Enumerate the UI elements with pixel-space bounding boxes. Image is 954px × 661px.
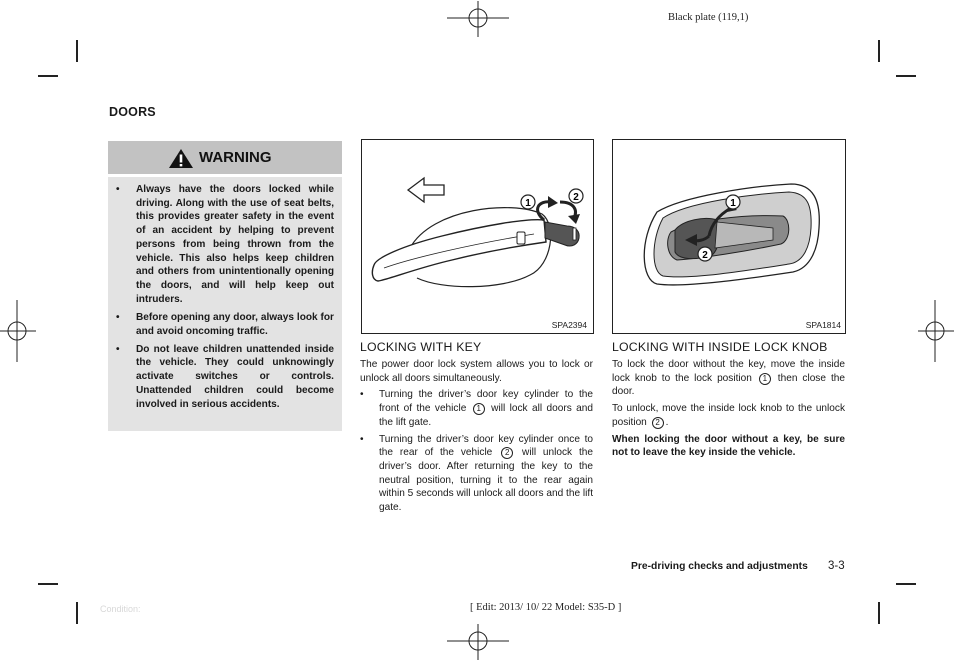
crop-mark: [878, 602, 880, 624]
bullet-text: will lock all doors and the lift gate.: [379, 403, 593, 428]
locking-key-bullet: [360, 388, 593, 429]
crop-mark: [76, 602, 78, 624]
door-handle-key-illustration: [362, 140, 593, 333]
callout-ref: 1: [473, 403, 485, 415]
bullet-text: Turning the driver’s door key cylinder to the front of the vehicle: [379, 389, 593, 415]
locking-knob-text: [612, 358, 845, 463]
crop-mark: [38, 583, 58, 585]
warning-item: • Do not leave children unattended inside the vehicle. They could unknowingly activate switches or controls. Unattended children could become involved in serious accidents.: [116, 343, 334, 412]
callout-ref: 2: [652, 417, 664, 429]
paragraph-text: To lock the door without the key, move the inside lock knob to the lock position: [612, 359, 845, 384]
heading-locking-with-knob: LOCKING WITH INSIDE LOCK KNOB: [612, 340, 828, 354]
condition-label: Condition:: [100, 604, 141, 614]
edit-info: [ Edit: 2013/ 10/ 22 Model: S35-D ]: [470, 602, 622, 613]
crop-mark: [896, 75, 916, 77]
warning-title: WARNING: [199, 149, 272, 166]
locking-knob-paragraph: [612, 358, 845, 399]
crop-mark: [878, 40, 880, 62]
registration-mark-top: [447, 1, 509, 37]
crop-mark: [38, 75, 58, 77]
figure-door-key: [361, 139, 594, 334]
figure-code: SPA1814: [805, 320, 841, 330]
heading-locking-with-key: LOCKING WITH KEY: [360, 340, 482, 354]
bullet-text: will unlock the driver’s door. After returning the key to the neutral position, turning it to the rear again within 5 seconds will unlock all doors and the lift gate.: [379, 447, 593, 514]
section-title: DOORS: [109, 105, 156, 119]
locking-key-bullet: [360, 433, 593, 515]
callout-2: 2: [573, 192, 579, 203]
warning-item: • Before opening any door, always look for and avoid oncoming traffic.: [116, 311, 334, 338]
lock-knob-illustration: [613, 140, 845, 333]
callout-ref: 1: [759, 373, 771, 385]
registration-mark-bottom: [447, 624, 509, 660]
callout-1: 1: [730, 198, 736, 209]
figure-code: SPA2394: [551, 320, 587, 330]
warning-triangle-icon: [168, 148, 194, 169]
paragraph-text: .: [665, 416, 669, 428]
callout-1: 1: [525, 198, 531, 209]
crop-mark: [76, 40, 78, 62]
warning-list: [116, 183, 334, 416]
locking-key-text: [360, 358, 593, 518]
locking-key-list: [360, 388, 593, 514]
registration-mark-left: [0, 300, 36, 362]
callout-ref: 2: [501, 447, 513, 459]
plate-label: Black plate (119,1): [668, 12, 749, 23]
paragraph-text: then close the door.: [612, 372, 845, 398]
registration-mark-right: [918, 300, 954, 362]
locking-key-intro: The power door lock system allows you to lock or unlock all doors simultaneously.: [360, 359, 593, 384]
bullet-text: Turning the driver’s door key cylinder once to the rear of the vehicle: [379, 433, 593, 459]
warning-header: [108, 141, 342, 177]
callout-2: 2: [702, 250, 708, 261]
paragraph-text: To unlock, move the inside lock knob to the unlock position: [612, 403, 845, 428]
footer-chapter-title: Pre-driving checks and adjustments: [631, 561, 808, 572]
locking-knob-caution: When locking the door without a key, be sure not to leave the key inside the vehicle.: [612, 433, 845, 459]
page-number: 3-3: [828, 560, 845, 572]
figure-lock-knob: [612, 139, 846, 334]
warning-box: [108, 141, 342, 431]
locking-knob-paragraph: [612, 402, 845, 429]
crop-mark: [896, 583, 916, 585]
warning-item: • Always have the doors locked while driving. Along with the use of seat belts, this provides greater safety in the event of an accident by helping to prevent persons from being thrown from the vehicle. This also helps keep children and others from unintentionally opening the doors, and will help keep out intruders.: [116, 183, 334, 306]
